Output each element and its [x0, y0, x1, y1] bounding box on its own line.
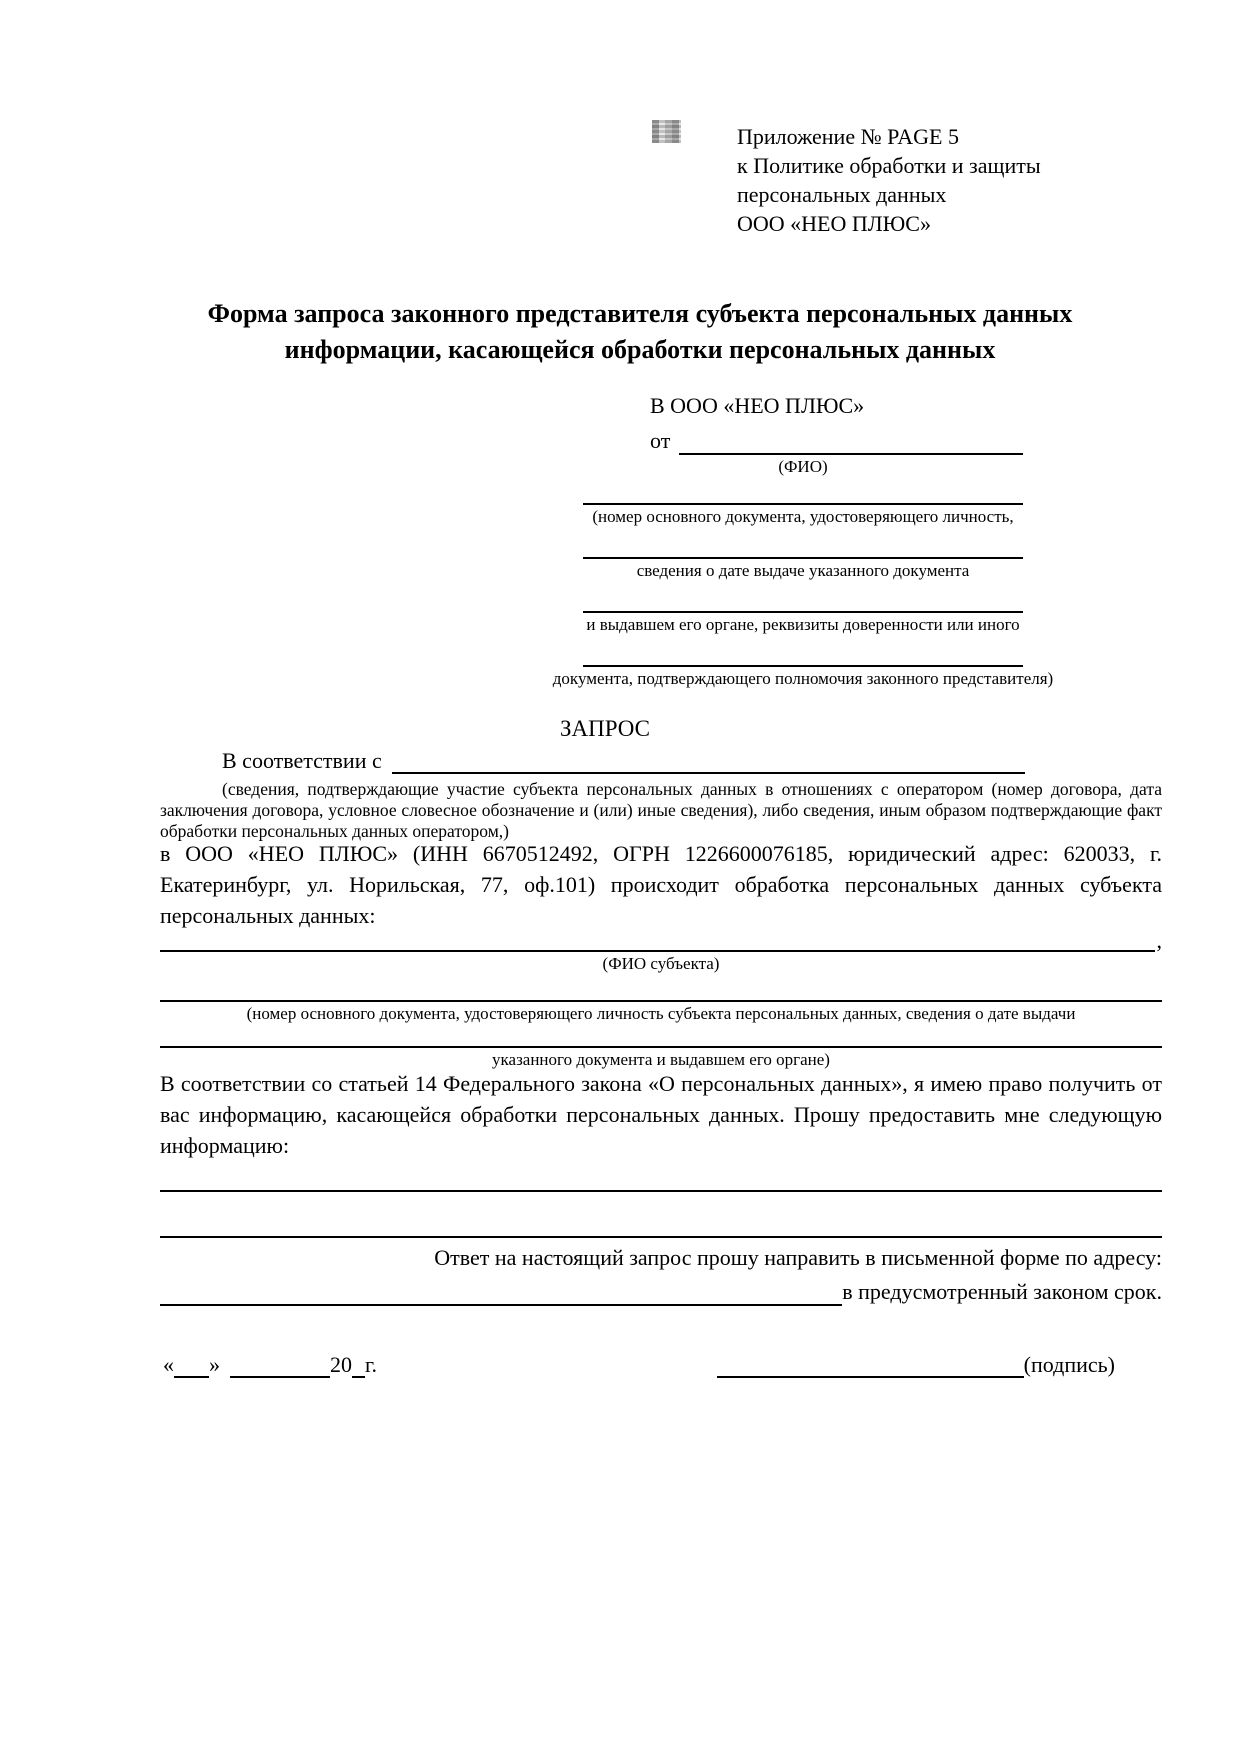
subject-doc-caption-line1: (номер основного документа, удостоверяющего личность субъекта персональных данных, сведения о дате выдачи	[246, 1004, 1076, 1023]
doc-number-blank-line	[583, 477, 1023, 505]
accordance-label: В соответствии с	[222, 748, 382, 773]
doc-issue-date-blank-line	[583, 527, 1023, 559]
subject-fio-blank-line	[160, 934, 1155, 952]
appendix-header	[737, 122, 1041, 238]
date-field	[163, 1352, 377, 1378]
doc-number-caption: (номер основного документа, удостоверяющего личность,	[592, 507, 1014, 526]
doc-authority-blank-line	[583, 581, 1023, 613]
accordance-blank-line	[392, 748, 1025, 774]
date-quote-close: »	[209, 1352, 220, 1377]
document-title: Форма запроса законного представителя субъекта персональных данных информации, касающейся обработки персональных данных	[207, 299, 1073, 364]
signature-blank-line	[717, 1354, 1024, 1378]
subject-fio-row	[160, 930, 1162, 952]
doc-issue-date-caption: сведения о дате выдаче указанного документа	[636, 561, 970, 580]
subject-fio-trailing-comma: ,	[1156, 928, 1162, 953]
doc-authority-caption: и выдавшем его органе, реквизиты доверенности или иного	[586, 615, 1020, 634]
requested-info-blank-lines	[160, 1162, 1162, 1238]
requested-info-blank-line	[160, 1162, 1162, 1192]
subject-doc-blank-line	[160, 974, 1162, 1002]
answer-address-blank-line	[160, 1280, 842, 1306]
signature-caption: (подпись)	[1023, 1352, 1115, 1377]
appendix-header-line: к Политике обработки и защиты	[737, 153, 1041, 178]
date-year-suffix: г.	[365, 1352, 378, 1377]
answer-block	[160, 1244, 1162, 1306]
fio-caption: (ФИО)	[778, 457, 828, 476]
accordance-row	[160, 748, 1025, 774]
date-year-blank-line	[352, 1354, 365, 1378]
date-year-prefix: 20	[330, 1352, 352, 1377]
subject-doc-caption-line2: указанного документа и выдавшем его органе)	[492, 1050, 830, 1069]
date-month-blank-line	[230, 1354, 330, 1378]
accordance-fine-print: (сведения, подтверждающие участие субъекта персональных данных в отношениях с оператором (номер договора, дата заключения договора, условное словесное обозначение и (или) иные сведения), либо сведения, иным образом подтверждающие факт обработки персональных данных оператором,)	[160, 779, 1162, 841]
addressee-to: В ООО «НЕО ПЛЮС»	[650, 393, 865, 418]
answer-intro: Ответ на настоящий запрос прошу направить в письменной форме по адресу:	[434, 1245, 1162, 1270]
addressee-block	[552, 392, 1054, 689]
appendix-header-line: персональных данных	[737, 182, 947, 207]
date-day-blank-line	[174, 1354, 209, 1378]
fio-blank-line	[679, 427, 1023, 455]
representative-doc-caption: документа, подтверждающего полномочия законного представителя)	[552, 669, 1054, 688]
from-label: от	[650, 428, 671, 453]
requested-info-blank-line	[160, 1192, 1162, 1238]
article14-paragraph: В соответствии со статьей 14 Федерального закона «О персональных данных», я имею право получить от вас информацию, касающейся обработки персональных данных. Прошу предоставить мне следующую информацию:	[160, 1071, 1162, 1158]
operator-paragraph: в ООО «НЕО ПЛЮС» (ИНН 6670512492, ОГРН 1226600076185, юридический адрес: 620033, г. Екатеринбург, ул. Норильская, 77, оф.101) происходит обработка персональных данных субъекта персональных данных:	[160, 841, 1162, 928]
answer-suffix: в предусмотренный законом срок.	[842, 1279, 1162, 1304]
corrupted-image-artifact-icon	[652, 120, 681, 143]
subject-fio-caption: (ФИО субъекта)	[602, 954, 720, 973]
subject-doc-authority-blank-line	[160, 1024, 1162, 1048]
date-signature-row	[163, 1352, 1115, 1378]
appendix-header-line: Приложение № PAGE 5	[737, 124, 959, 149]
signature-field	[717, 1352, 1115, 1378]
appendix-header-line: ООО «НЕО ПЛЮС»	[737, 211, 931, 236]
representative-doc-blank-line	[583, 635, 1023, 667]
answer-address-row	[160, 1278, 1162, 1306]
request-heading: ЗАПРОС	[559, 716, 651, 741]
from-row	[583, 427, 1023, 455]
subject-fields-block	[160, 930, 1162, 1070]
date-quote-open: «	[163, 1352, 174, 1377]
